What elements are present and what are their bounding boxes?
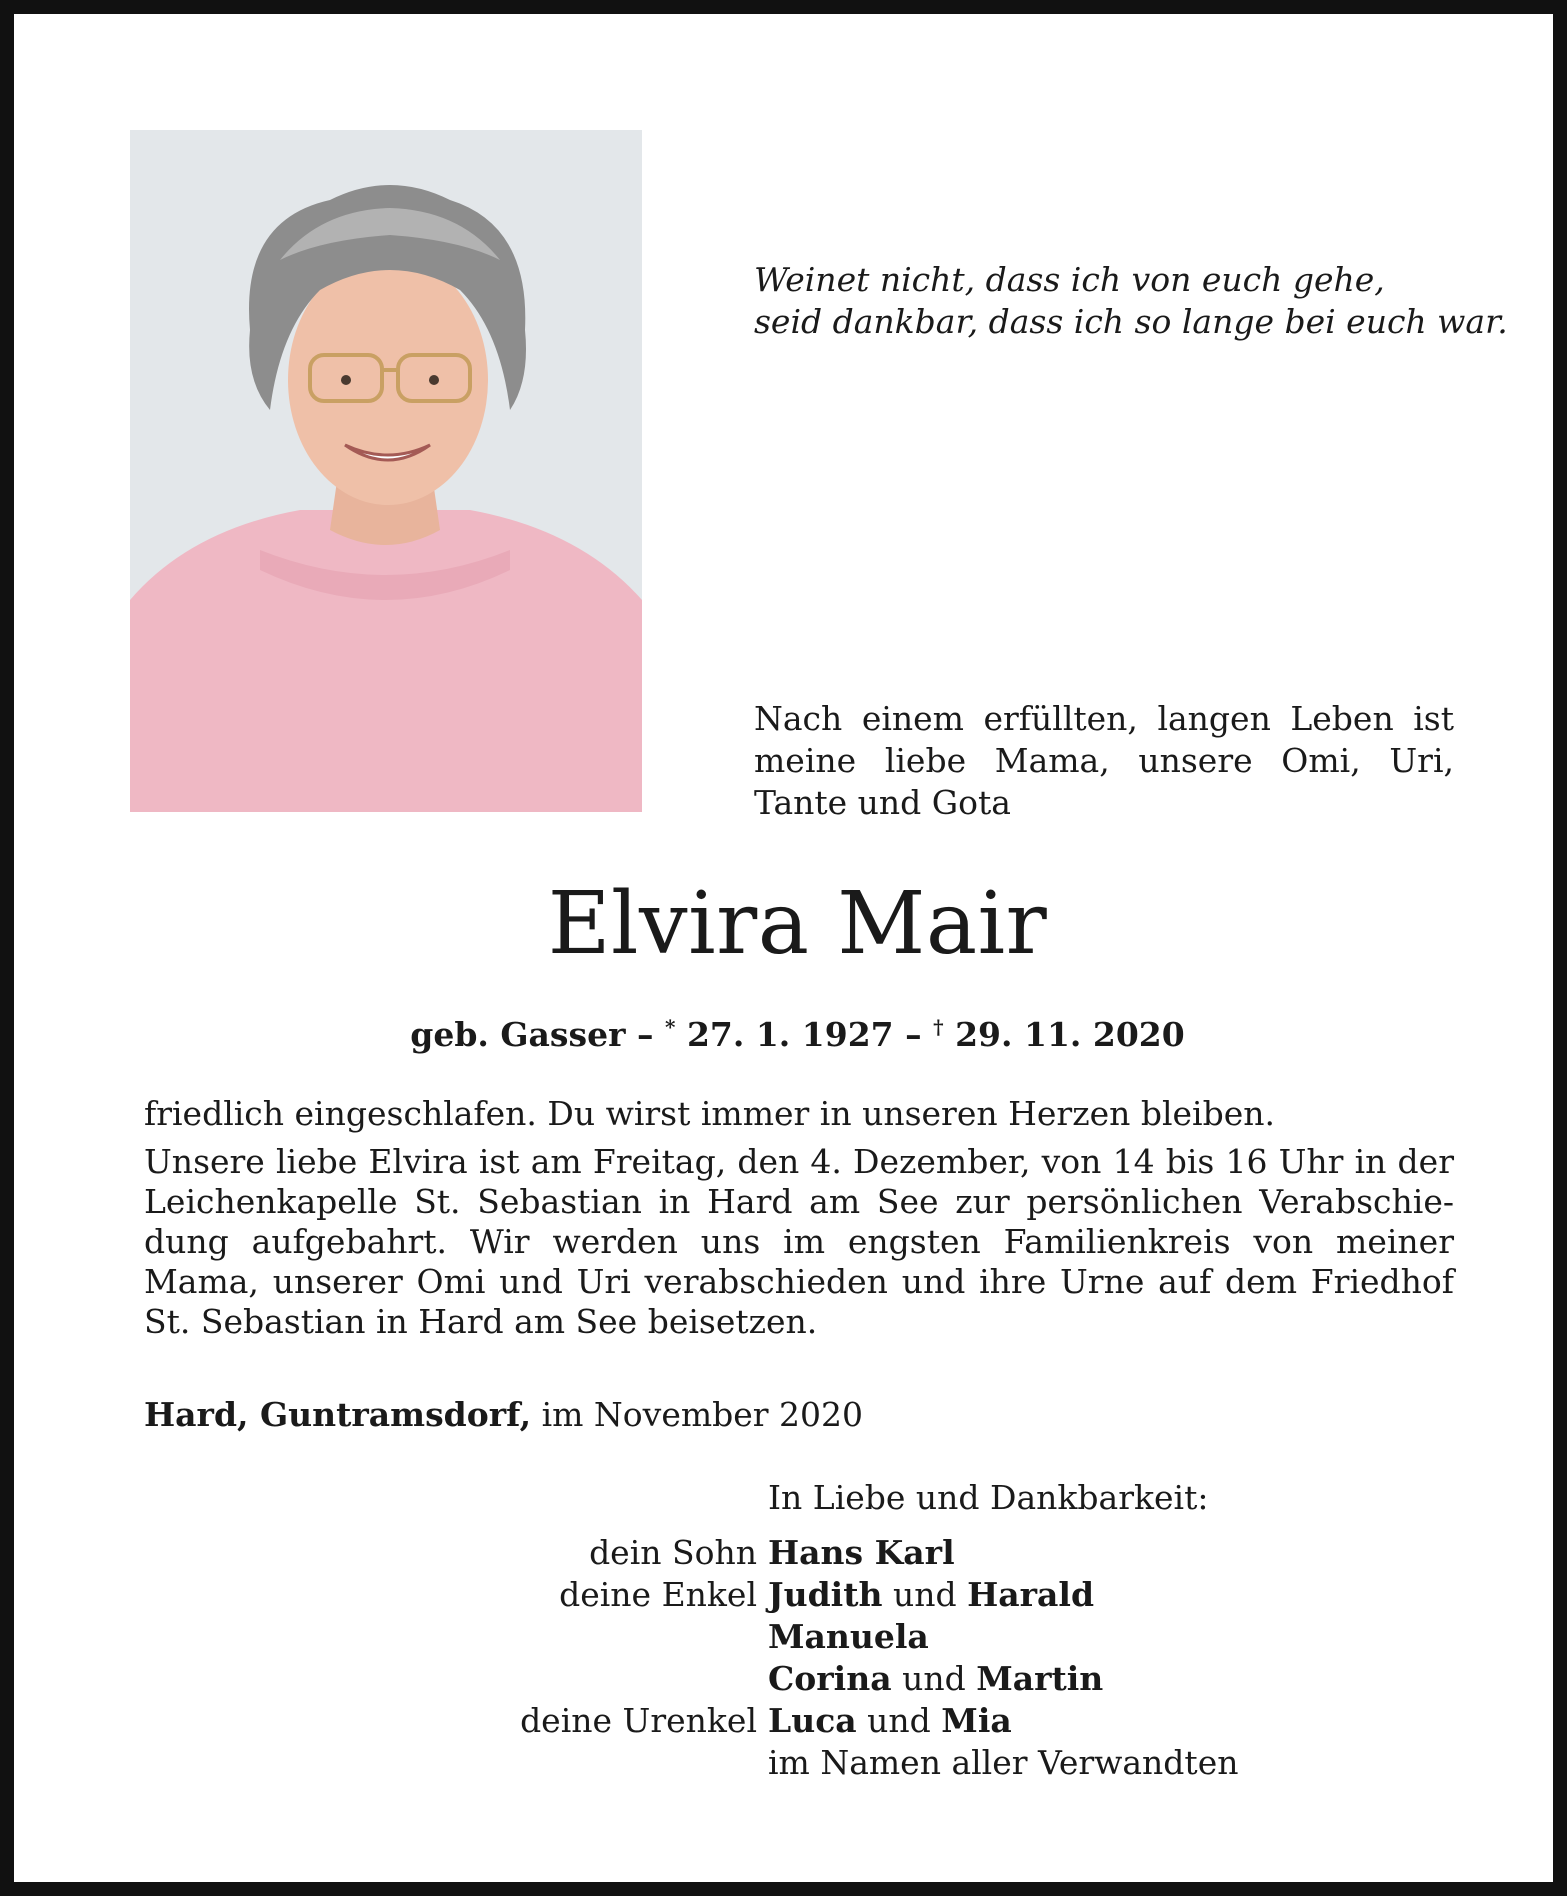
body-paragraph-line: Mama, unserer Omi und Uri verabschieden und ihre Urne auf dem Friedhof [144,1262,1454,1301]
family-list [14,1532,1567,1784]
deceased-name: Elvira Mair [547,874,1048,974]
and-word: und [856,1701,942,1740]
life-dates [14,1006,1567,1056]
body-paragraph-line: Unsere liebe Elvira ist am Freitag, den 4. Dezember, von 14 bis 16 Uhr in der [144,1142,1454,1181]
place-and-date [144,1394,863,1436]
and-word: und [882,1575,968,1614]
and-word: und [891,1659,977,1698]
son-name: Hans Karl [768,1533,955,1572]
places: Hard, Guntramsdorf, [144,1395,532,1434]
death-date: 29. 11. 2020 [955,1015,1185,1054]
birth-name: geb. Gasser [410,1015,626,1054]
relatives-line: im Namen aller Verwandten [768,1743,1239,1782]
great-grandchild-name: Mia [941,1701,1012,1740]
date: im November 2020 [531,1395,864,1434]
body-paragraph-line: Leichenkapelle St. Sebastian in Hard am See zur persönlichen Verabschie- [144,1182,1454,1221]
intro-line-1: Nach einem erfüllten, langen Leben ist [754,699,1454,738]
grandchild-partner-name: Martin [976,1659,1104,1698]
great-grandchild-name: Luca [768,1701,857,1740]
grandchild-name: Manuela [768,1617,929,1656]
body-line-1: friedlich eingeschlafen. Du wirst immer in unseren Herzen bleiben. [144,1094,1276,1133]
announcement-body [144,1094,1454,1342]
quote-line-1: Weinet nicht, dass ich von euch gehe, [754,260,1385,299]
intro-line-3: Tante und Gota [754,783,1011,822]
role-son: dein Sohn [589,1533,757,1572]
family-row [14,1574,1567,1616]
body-paragraph-line: dung aufgebahrt. Wir werden uns im engsten Familienkreis von meiner [144,1222,1454,1261]
birth-symbol: * [664,1015,676,1039]
grandchild-name: Judith [768,1575,883,1614]
intro-line-2: meine liebe Mama, unsere Omi, Uri, [754,741,1454,780]
memorial-quote [754,259,1508,343]
dates-separator: – [893,1015,934,1054]
intro-text [754,698,1454,824]
body-paragraph-line: St. Sebastian in Hard am See beisetzen. [144,1302,818,1341]
grandchild-name: Corina [768,1659,892,1698]
grandchild-partner-name: Harald [967,1575,1095,1614]
death-symbol: † [933,1015,944,1039]
family-row [14,1700,1567,1742]
family-row [14,1742,1567,1784]
quote-line-2: seid dankbar, dass ich so lange bei euch war. [754,302,1508,341]
portrait-photo [130,130,642,812]
signoff: In Liebe und Dankbarkeit: [768,1478,1209,1517]
birth-date: 27. 1. 1927 [686,1015,894,1054]
family-row [14,1532,1567,1574]
family-row [14,1616,1567,1658]
role-grandchildren: deine Enkel [559,1575,757,1614]
family-row [14,1658,1567,1700]
role-great-grandchildren: deine Urenkel [520,1701,757,1740]
dates-separator: – [625,1015,665,1054]
